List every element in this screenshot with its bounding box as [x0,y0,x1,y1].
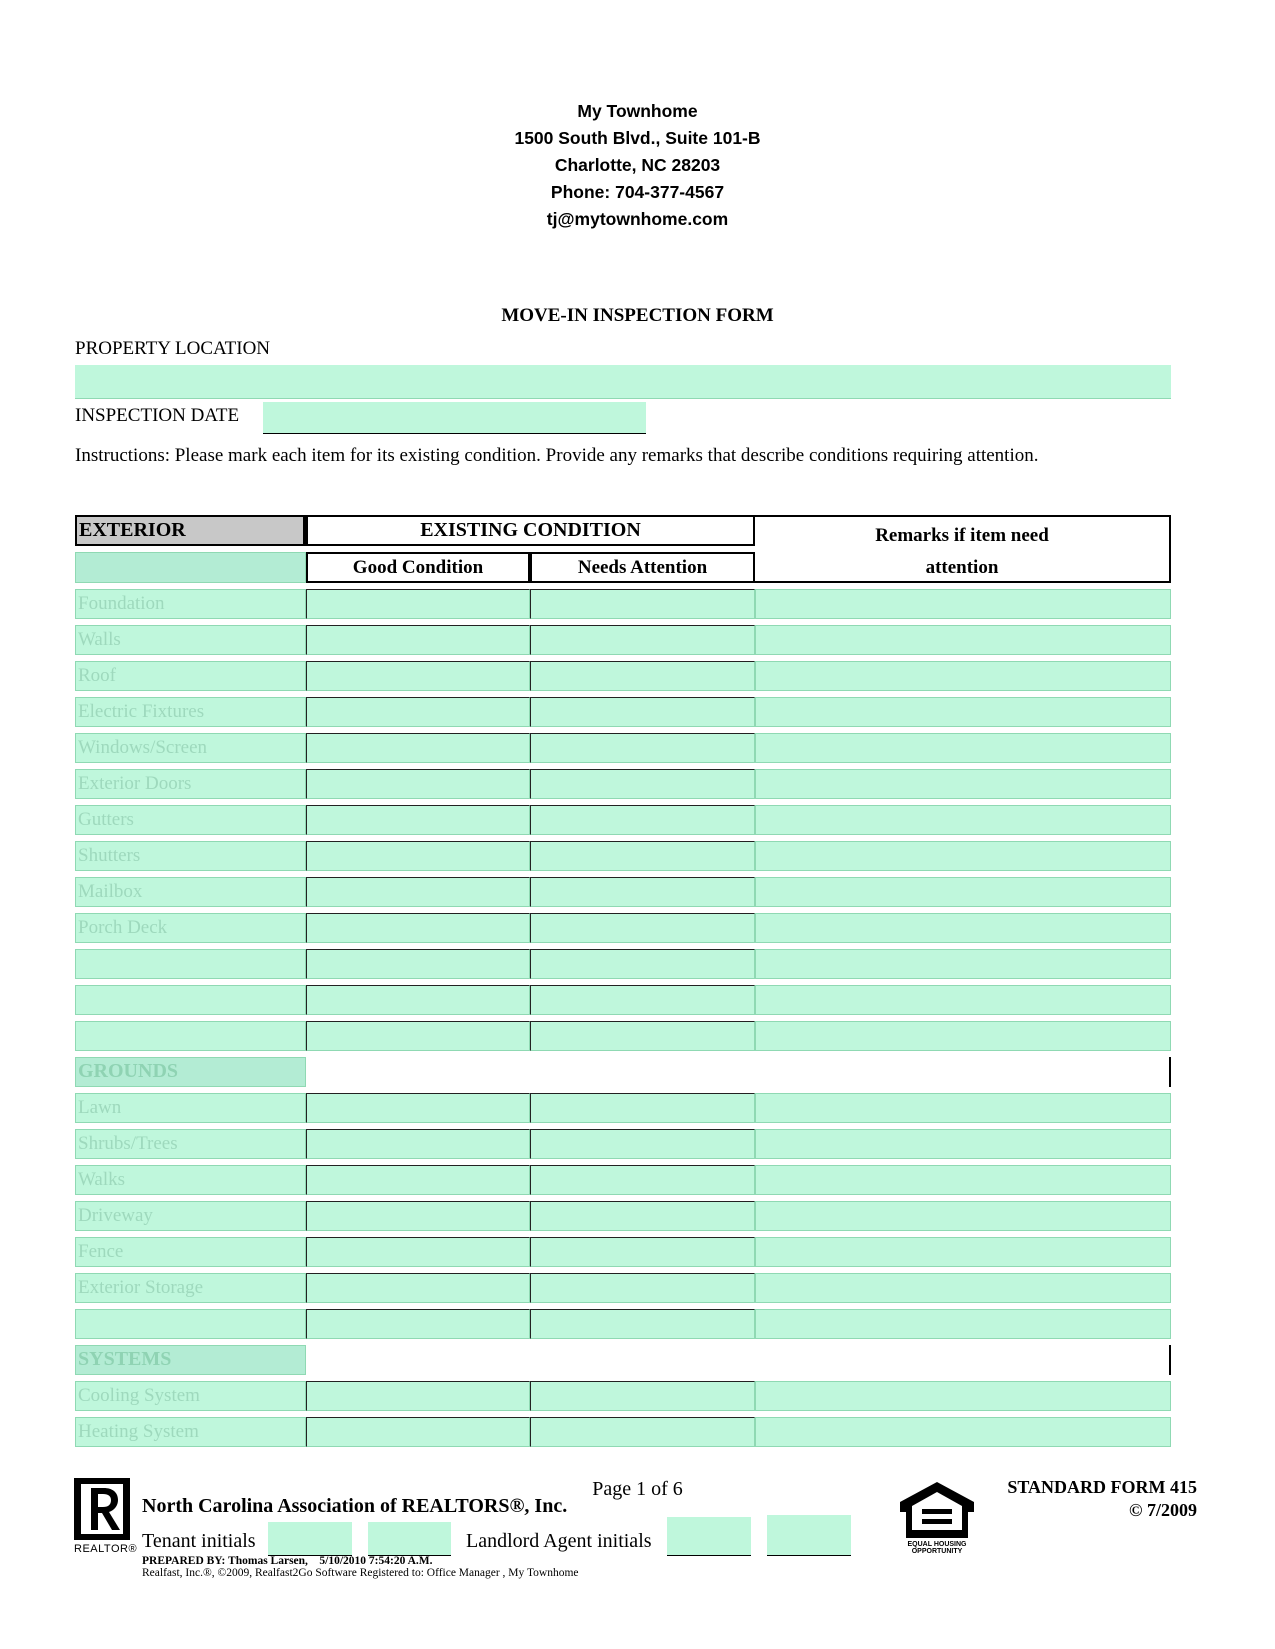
exterior-attention-walls[interactable] [530,625,755,655]
exterior-remarks-windows-screen[interactable] [755,733,1171,763]
eho-text-line2: OPPORTUNITY [911,1548,963,1554]
exterior-remarks-roof[interactable] [755,661,1171,691]
grounds-remarks-driveway[interactable] [755,1201,1171,1231]
grounds-label-fence[interactable]: Fence [75,1237,306,1267]
exterior-good-mailbox[interactable] [306,877,530,907]
grounds-good-driveway[interactable] [306,1201,530,1231]
systems-good-heating-system[interactable] [306,1417,530,1447]
exterior-remarks-blank-11[interactable] [755,985,1171,1015]
grounds-good-exterior-storage[interactable] [306,1273,530,1303]
tenant-initials-field-2[interactable] [368,1522,451,1556]
exterior-good-shutters[interactable] [306,841,530,871]
exterior-label-mailbox[interactable]: Mailbox [75,877,306,907]
exterior-remarks-electric-fixtures[interactable] [755,697,1171,727]
exterior-attention-foundation[interactable] [530,589,755,619]
company-phone: Phone: 704-377-4567 [550,182,725,202]
exterior-attention-blank-11[interactable] [530,985,755,1015]
grounds-remarks-fence[interactable] [755,1237,1171,1267]
exterior-remarks-gutters[interactable] [755,805,1171,835]
exterior-attention-porch-deck[interactable] [530,913,755,943]
exterior-label-electric-fixtures[interactable]: Electric Fixtures [75,697,306,727]
systems-remarks-cooling-system[interactable] [755,1381,1171,1411]
exterior-good-exterior-doors[interactable] [306,769,530,799]
grounds-good-fence[interactable] [306,1237,530,1267]
grounds-header: GROUNDS [75,1057,306,1087]
grounds-header-spacer [306,1057,1171,1087]
grounds-remarks-blank-6[interactable] [755,1309,1171,1339]
equal-housing-icon [898,1480,976,1554]
company-header [0,98,1275,233]
systems-attention-cooling-system[interactable] [530,1381,755,1411]
exterior-attention-windows-screen[interactable] [530,733,755,763]
exterior-good-roof[interactable] [306,661,530,691]
grounds-good-walks[interactable] [306,1165,530,1195]
systems-header-spacer [306,1345,1171,1375]
exterior-good-foundation[interactable] [306,589,530,619]
exterior-label-shutters[interactable]: Shutters [75,841,306,871]
exterior-attention-roof[interactable] [530,661,755,691]
exterior-attention-blank-12[interactable] [530,1021,755,1051]
tenant-initials-field-1[interactable] [268,1522,352,1556]
exterior-remarks-walls[interactable] [755,625,1171,655]
exterior-label-blank-10[interactable] [75,949,306,979]
exterior-good-blank-10[interactable] [306,949,530,979]
systems-remarks-heating-system[interactable] [755,1417,1171,1447]
grounds-remarks-shrubs-trees[interactable] [755,1129,1171,1159]
exterior-attention-exterior-doors[interactable] [530,769,755,799]
exterior-attention-gutters[interactable] [530,805,755,835]
remarks-header [755,515,1171,583]
exterior-good-gutters[interactable] [306,805,530,835]
software-registration: Realfast, Inc.®, ©2009, Realfast2Go Software Registered to: Office Manager , My Townhome [142,1567,579,1579]
exterior-remarks-mailbox[interactable] [755,877,1171,907]
exterior-header: EXTERIOR [75,515,306,546]
systems-good-cooling-system[interactable] [306,1381,530,1411]
grounds-remarks-exterior-storage[interactable] [755,1273,1171,1303]
remarks-header-line2: attention [925,557,999,578]
exterior-good-porch-deck[interactable] [306,913,530,943]
inspection-date-label: INSPECTION DATE [75,405,240,426]
exterior-attention-blank-10[interactable] [530,949,755,979]
inspection-date-field[interactable] [263,402,646,434]
grounds-label-lawn[interactable]: Lawn [75,1093,306,1123]
grounds-remarks-lawn[interactable] [755,1093,1171,1123]
company-address: 1500 South Blvd., Suite 101-B [514,128,761,148]
good-condition-header: Good Condition [306,552,530,583]
company-name: My Townhome [577,101,698,121]
systems-label-cooling-system[interactable]: Cooling System [75,1381,306,1411]
form-title: MOVE-IN INSPECTION FORM [501,305,774,326]
standard-form-number: STANDARD FORM 415 [1007,1477,1197,1497]
company-city: Charlotte, NC 28203 [554,155,721,175]
exterior-attention-electric-fixtures[interactable] [530,697,755,727]
standard-form-label [1007,1476,1197,1522]
remarks-header-line1: Remarks if item need [875,525,1049,546]
exterior-label-foundation[interactable]: Foundation [75,589,306,619]
grounds-good-lawn[interactable] [306,1093,530,1123]
grounds-attention-blank-6[interactable] [530,1309,755,1339]
exterior-attention-shutters[interactable] [530,841,755,871]
exterior-attention-mailbox[interactable] [530,877,755,907]
exterior-label-blank-12[interactable] [75,1021,306,1051]
grounds-attention-driveway[interactable] [530,1201,755,1231]
grounds-attention-shrubs-trees[interactable] [530,1129,755,1159]
exterior-remarks-blank-10[interactable] [755,949,1171,979]
exterior-good-blank-11[interactable] [306,985,530,1015]
exterior-label-roof[interactable]: Roof [75,661,306,691]
needs-attention-header: Needs Attention [530,552,755,583]
property-location-label: PROPERTY LOCATION [75,338,271,359]
exterior-label-exterior-doors[interactable]: Exterior Doors [75,769,306,799]
exterior-remarks-shutters[interactable] [755,841,1171,871]
grounds-good-shrubs-trees[interactable] [306,1129,530,1159]
exterior-good-blank-12[interactable] [306,1021,530,1051]
exterior-good-windows-screen[interactable] [306,733,530,763]
organization-name: North Carolina Association of REALTORS®, Inc. [142,1495,568,1517]
realtor-logo-text: REALTOR® [74,1543,138,1555]
exterior-subheader-blank [75,552,306,583]
grounds-label-exterior-storage[interactable]: Exterior Storage [75,1273,306,1303]
landlord-initials-field-2[interactable] [767,1515,851,1556]
exterior-remarks-porch-deck[interactable] [755,913,1171,943]
landlord-initials-field-1[interactable] [667,1517,751,1556]
standard-form-date: © 7/2009 [1129,1500,1197,1520]
exterior-remarks-blank-12[interactable] [755,1021,1171,1051]
instructions-text: Instructions: Please mark each item for its existing condition. Provide any remarks that describe conditions requiring attention. [75,445,1039,466]
grounds-attention-lawn[interactable] [530,1093,755,1123]
existing-condition-header: EXISTING CONDITION [306,515,755,546]
page-number: Page 1 of 6 [592,1478,683,1500]
company-email: tj@mytownhome.com [546,209,729,229]
systems-header: SYSTEMS [75,1345,306,1375]
exterior-remarks-exterior-doors[interactable] [755,769,1171,799]
systems-attention-heating-system[interactable] [530,1417,755,1447]
exterior-good-electric-fixtures[interactable] [306,697,530,727]
exterior-good-walls[interactable] [306,625,530,655]
grounds-label-walks[interactable]: Walks [75,1165,306,1195]
grounds-label-driveway[interactable]: Driveway [75,1201,306,1231]
grounds-remarks-walks[interactable] [755,1165,1171,1195]
grounds-attention-fence[interactable] [530,1237,755,1267]
exterior-label-walls[interactable]: Walls [75,625,306,655]
exterior-label-windows-screen[interactable]: Windows/Screen [75,733,306,763]
grounds-attention-walks[interactable] [530,1165,755,1195]
tenant-initials-label: Tenant initials [142,1530,256,1552]
systems-label-heating-system[interactable]: Heating System [75,1417,306,1447]
exterior-remarks-foundation[interactable] [755,589,1171,619]
eho-text-line1: EQUAL HOUSING [907,1541,967,1548]
grounds-label-shrubs-trees[interactable]: Shrubs/Trees [75,1129,306,1159]
grounds-label-blank-6[interactable] [75,1309,306,1339]
grounds-attention-exterior-storage[interactable] [530,1273,755,1303]
exterior-label-blank-11[interactable] [75,985,306,1015]
property-location-field[interactable] [75,365,1171,399]
exterior-label-gutters[interactable]: Gutters [75,805,306,835]
landlord-initials-label: Landlord Agent initials [466,1530,652,1552]
prepared-by: PREPARED BY: Thomas Larsen, 5/10/2010 7:54:20 A.M. [142,1555,433,1567]
grounds-good-blank-6[interactable] [306,1309,530,1339]
exterior-label-porch-deck[interactable]: Porch Deck [75,913,306,943]
